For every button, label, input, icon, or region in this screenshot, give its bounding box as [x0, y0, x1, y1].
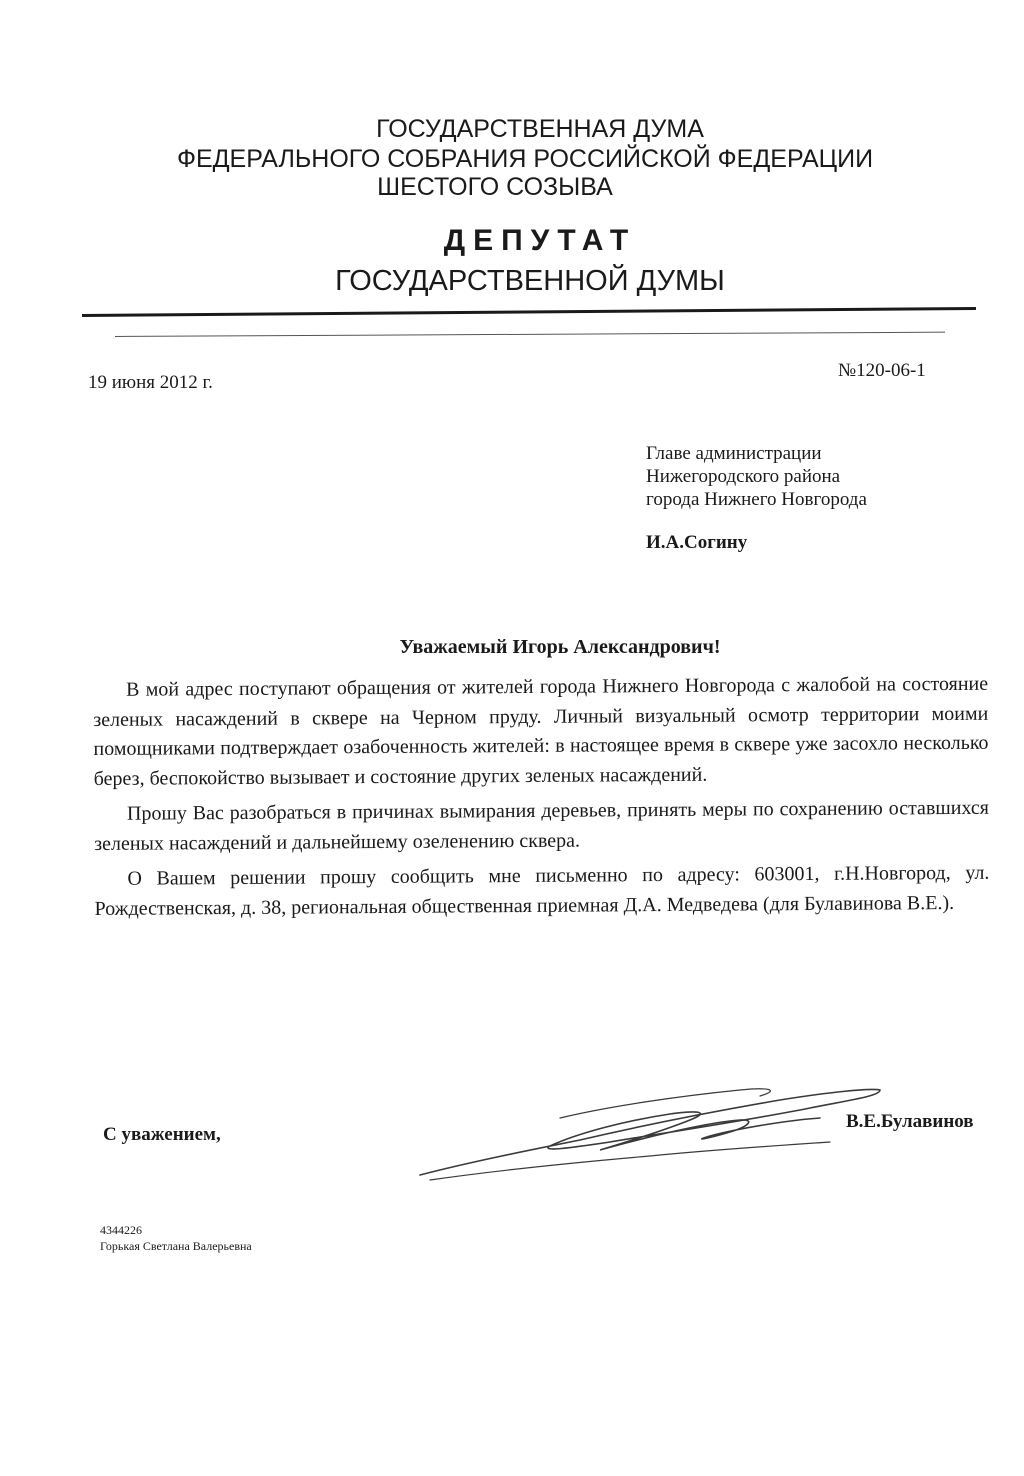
- header-divider-thick: [82, 307, 976, 317]
- handwritten-signature: [410, 1070, 890, 1190]
- letter-reference-number: №120-06-1: [838, 360, 926, 381]
- body-paragraph-3: О Вашем решении прошу сообщить мне письменно по адресу: 603001, г.Н.Новгород, ул. Рождественская, д. 38, региональная общественная приемная Д.А. Медведева (для Булавинова В.Е.).: [94, 861, 990, 920]
- letter-body: [93, 670, 990, 930]
- executor-info: [100, 1222, 252, 1254]
- addressee-line-1: Главе администрации: [646, 443, 822, 464]
- salutation: Уважаемый Игорь Александрович!: [399, 636, 721, 658]
- addressee-line-2: Нижегородского района: [646, 466, 841, 487]
- addressee-name: И.А.Согину: [646, 532, 748, 553]
- header-duma-subtitle: ГОСУДАРСТВЕННОЙ ДУМЫ: [335, 265, 725, 297]
- header-organization: ГОСУДАРСТВЕННАЯ ДУМА: [376, 115, 704, 143]
- addressee-line-3: города Нижнего Новгорода: [646, 489, 867, 510]
- closing-phrase: С уважением,: [103, 1124, 221, 1145]
- executor-phone: 4344226: [100, 1223, 142, 1237]
- addressee-block: [646, 442, 867, 511]
- header-divider-thin: [115, 332, 945, 337]
- signer-name: В.Е.Булавинов: [846, 1111, 974, 1132]
- header-federal-assembly: ФЕДЕРАЛЬНОГО СОБРАНИЯ РОССИЙСКОЙ ФЕДЕРАЦИИ: [176, 145, 874, 173]
- body-paragraph-2: Прошу Вас разобраться в причинах вымирания деревьев, принять меры по сохранению оставшихся зеленых насаждений и дальнейшему озеленению сквера.: [94, 796, 990, 855]
- header-deputy-title: ДЕПУТАТ: [443, 224, 637, 257]
- executor-name: Горькая Светлана Валерьевна: [100, 1239, 252, 1253]
- letter-date: 19 июня 2012 г.: [88, 372, 213, 393]
- header-convocation: ШЕСТОГО СОЗЫВА: [377, 173, 613, 201]
- body-paragraph-1: В мой адрес поступают обращения от жителей города Нижнего Новгорода с жалобой на состояние зеленых насаждений в сквере на Черном пруду. Личный визуальный осмотр территории моими помощниками подтверждает озабоченность жителей: в настоящее время в сквере уже засохло несколько берез, беспокойство вызывает и состояние других зеленых насаждений.: [93, 672, 989, 790]
